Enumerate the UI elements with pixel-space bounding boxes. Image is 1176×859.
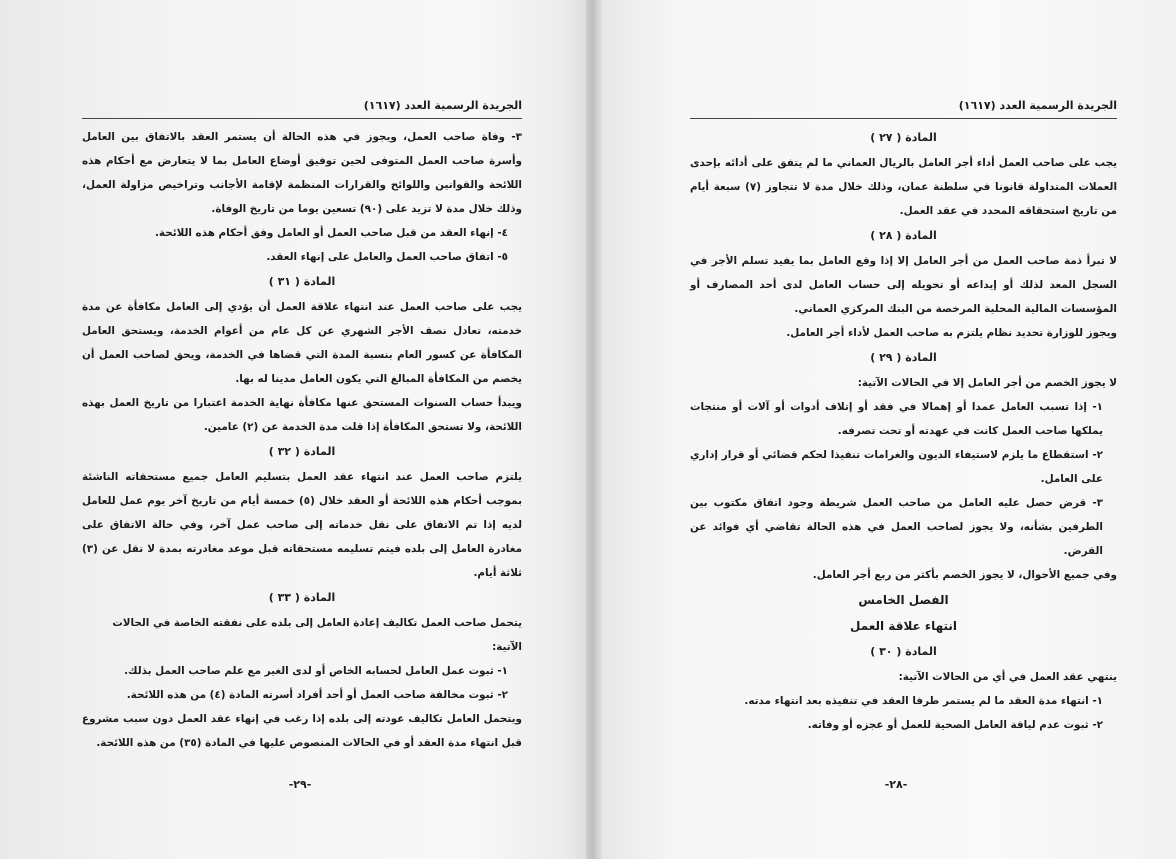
paragraph: لا يجوز الخصم من أجر العامل إلا في الحالات الآتية: [857, 377, 1117, 389]
paragraph: ويتحمل العامل تكاليف عودته إلى بلده إذا رغب في إنهاء عقد العمل دون سبب مشروع قبل انتهاء مدة العقد أو في الحالات المنصوص عليها في المادة (٣٥) من هذه اللائحة. [82, 713, 522, 749]
paragraph: يلتزم صاحب العمل عند انتهاء عقد العمل بتسليم العامل جميع مستحقاته الناشئة بموجب أحكام هذه اللائحة أو العقد خلال (٥) خمسة أيام من تاريخ آخر يوم عمل للعامل لديه إذا تم الاتفاق على نقل خدماته إلى صاحب عمل آخر، وفي حالة الاتفاق على مغادرة العامل إلى بلده فيتم تسليمه مستحقاته قبل موعد مغادرته بمدة لا تقل عن (٣) ثلاثة أيام. [82, 471, 522, 579]
right-page [588, 0, 1176, 859]
list-item: ١- ثبوت عمل العامل لحسابه الخاص أو لدى الغير مع علم صاحب العمل بذلك. [124, 665, 508, 677]
article-heading: المادة ( ٣٣ ) [268, 591, 336, 604]
list-item: ٢- ثبوت عدم لياقة العامل الصحية للعمل أو عجزه أو وفاته. [807, 719, 1103, 731]
right-page-content [690, 96, 1117, 737]
left-page-content [82, 96, 522, 755]
list-item: ٢- استقطاع ما يلزم لاستيفاء الديون والغرامات تنفيذا لحكم قضائي أو قرار إداري على العامل. [690, 449, 1103, 485]
article-heading: المادة ( ٣٠ ) [870, 645, 937, 658]
paragraph: يتحمل صاحب العمل تكاليف إعادة العامل إلى بلده على نفقته الخاصة في الحالات الآتية: [112, 617, 522, 653]
running-header: الجريدة الرسمية العدد (١٦١٧) [690, 96, 1117, 119]
paragraph: يجب على صاحب العمل أداء أجر العامل بالريال العماني ما لم يتفق على أدائه بإحدى العملات المتداولة قانونا في سلطنة عمان، وذلك خلال مدة لا تتجاوز (٧) سبعة أيام من تاريخ استحقاقه المحدد في عقد العمل. [690, 157, 1118, 217]
page-number: -٢٨- [884, 778, 908, 791]
list-item: ٣- وفاة صاحب العمل، ويجوز في هذه الحالة أن يستمر العقد بالاتفاق بين العامل وأسرة صاحب العمل المتوفى لحين توفيق أوضاع العامل بما لا يتعارض مع أحكام هذه اللائحة والقوانين واللوائح والقرارات المنظمة لإقامة الأجانب وتراخيص مزاولة العمل، وذلك خلال مدة لا تزيد على (٩٠) تسعين يوما من تاريخ الوفاة. [82, 131, 522, 215]
paragraph: لا تبرأ ذمة صاحب العمل من أجر العامل إلا إذا وقع العامل بما يفيد تسلم الأجر في السجل المعد لذلك أو إيداعه أو تحويله إلى حساب العامل لدى أحد المصارف أو المؤسسات المالية المحلية المرخصة من البنك المركزي العماني. [690, 255, 1117, 315]
article-heading: المادة ( ٢٩ ) [870, 351, 937, 364]
paragraph: يجب على صاحب العمل عند انتهاء علاقة العمل أن يؤدي إلى العامل مكافأة عن مدة خدمته، تعادل نصف الأجر الشهري عن كل عام من أعوام الخدمة، ويستحق العامل المكافأة عن كسور العام بنسبة المدة التي قضاها في الخدمة، ويحق لصاحب العمل أن يخصم من المكافأة المبالغ التي يكون العامل مدينا له بها. [82, 301, 522, 385]
chapter-title: انتهاء علاقة العمل [849, 619, 958, 633]
paragraph: ويجوز للوزارة تحديد نظام يلتزم به صاحب العمل لأداء أجر العامل. [786, 327, 1117, 339]
paragraph: ويبدأ حساب السنوات المستحق عنها مكافأة نهاية الخدمة اعتبارا من تاريخ العمل بهذه اللائحة، ولا تستحق المكافأة إذا قلت مدة الخدمة عن (٢) عامين. [82, 397, 522, 433]
list-item: ٣- قرض حصل عليه العامل من صاحب العمل شريطة وجود اتفاق مكتوب بين الطرفين بشأنه، ولا يجوز لصاحب العمل في هذه الحالة تقاضي أي فوائد عن القرض. [690, 497, 1103, 557]
list-item: ٤- إنهاء العقد من قبل صاحب العمل أو العامل وفق أحكام هذه اللائحة. [154, 227, 508, 239]
article-heading: المادة ( ٣١ ) [268, 275, 336, 288]
article-heading: المادة ( ٣٢ ) [268, 445, 336, 458]
article-heading: المادة ( ٢٨ ) [870, 229, 937, 242]
running-header: الجريدة الرسمية العدد (١٦١٧) [82, 96, 522, 119]
list-item: ٥- اتفاق صاحب العمل والعامل على إنهاء العقد. [266, 251, 508, 263]
list-item: ١- إذا تسبب العامل عمدا أو إهمالا في فقد أو إتلاف أدوات أو آلات أو منتجات يملكها صاحب العمل كانت في عهدته أو تحت تصرفه. [690, 401, 1103, 437]
article-heading: المادة ( ٢٧ ) [870, 131, 937, 144]
page-number: -٢٩- [288, 778, 312, 791]
list-item: ١- انتهاء مدة العقد ما لم يستمر طرفا العقد في تنفيذه بعد انتهاء مدته. [744, 695, 1103, 707]
chapter-number: الفصل الخامس [858, 593, 949, 607]
paragraph: ينتهي عقد العمل في أي من الحالات الآتية: [898, 671, 1117, 683]
list-item: ٢- ثبوت مخالفة صاحب العمل أو أحد أفراد أسرته المادة (٤) من هذه اللائحة. [126, 689, 508, 701]
paragraph: وفي جميع الأحوال، لا يجوز الخصم بأكثر من ربع أجر العامل. [812, 569, 1117, 581]
